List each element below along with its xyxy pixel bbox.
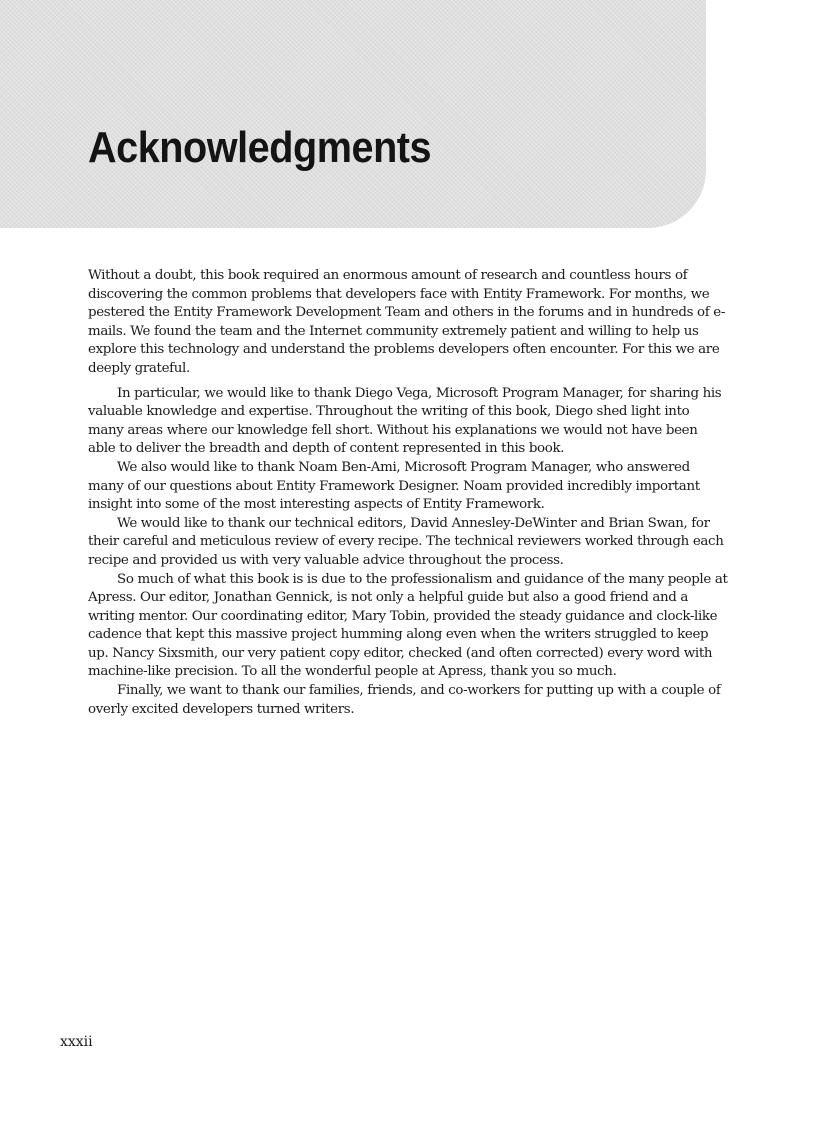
acknowledgments-body: [88, 267, 728, 719]
paragraph-intro: Without a doubt, this book required an enormous amount of research and countless hours of discovering the common problems that developers face with Entity Framework. For months, we pestered the Entity Framework Development Team and others in the forums and in hundreds of e-mails. We found the team and the Internet community extremely patient and willing to help us explore this technology and understand the problems developers often encounter. For this we are deeply grateful.: [88, 268, 725, 376]
paragraph-families: Finally, we want to thank our families, friends, and co-workers for putting up with a couple of overly excited developers turned writers.: [88, 683, 721, 717]
chapter-banner: [0, 0, 706, 228]
page-number: xxxii: [60, 1034, 93, 1050]
paragraph-technical-editors: We would like to thank our technical editors, David Annesley-DeWinter and Brian Swan, for their careful and meticulous review of every recipe. The technical reviewers worked through each recipe and provided us with very valuable advice throughout the process.: [88, 515, 724, 568]
paragraph-noam-ben-ami: We also would like to thank Noam Ben-Ami, Microsoft Program Manager, who answered many of our questions about Entity Framework Designer. Noam provided incredibly important insight into some of the most interesting aspects of Entity Framework.: [88, 459, 700, 513]
paragraph-apress: So much of what this book is is due to the professionalism and guidance of the many people at Apress. Our editor, Jonathan Gennick, is not only a helpful guide but also a good friend and a writing mentor. Our coordinating editor, Mary Tobin, provided the steady guidance and clock-like cadence that kept this massive project humming along even when the writers struggled to keep up. Nancy Sixsmith, our very patient copy editor, checked (and often corrected) every word with machine-like precision. To all the wonderful people at Apress, thank you so much.: [88, 571, 728, 680]
paragraph-diego-vega: In particular, we would like to thank Diego Vega, Microsoft Program Manager, for sharing his valuable knowledge and expertise. Throughout the writing of this book, Diego shed light into many areas where our knowledge fell short. Without his explanations we would not have been able to deliver the breadth and depth of content represented in this book.: [88, 385, 722, 457]
chapter-title: Acknowledgments: [88, 123, 432, 172]
